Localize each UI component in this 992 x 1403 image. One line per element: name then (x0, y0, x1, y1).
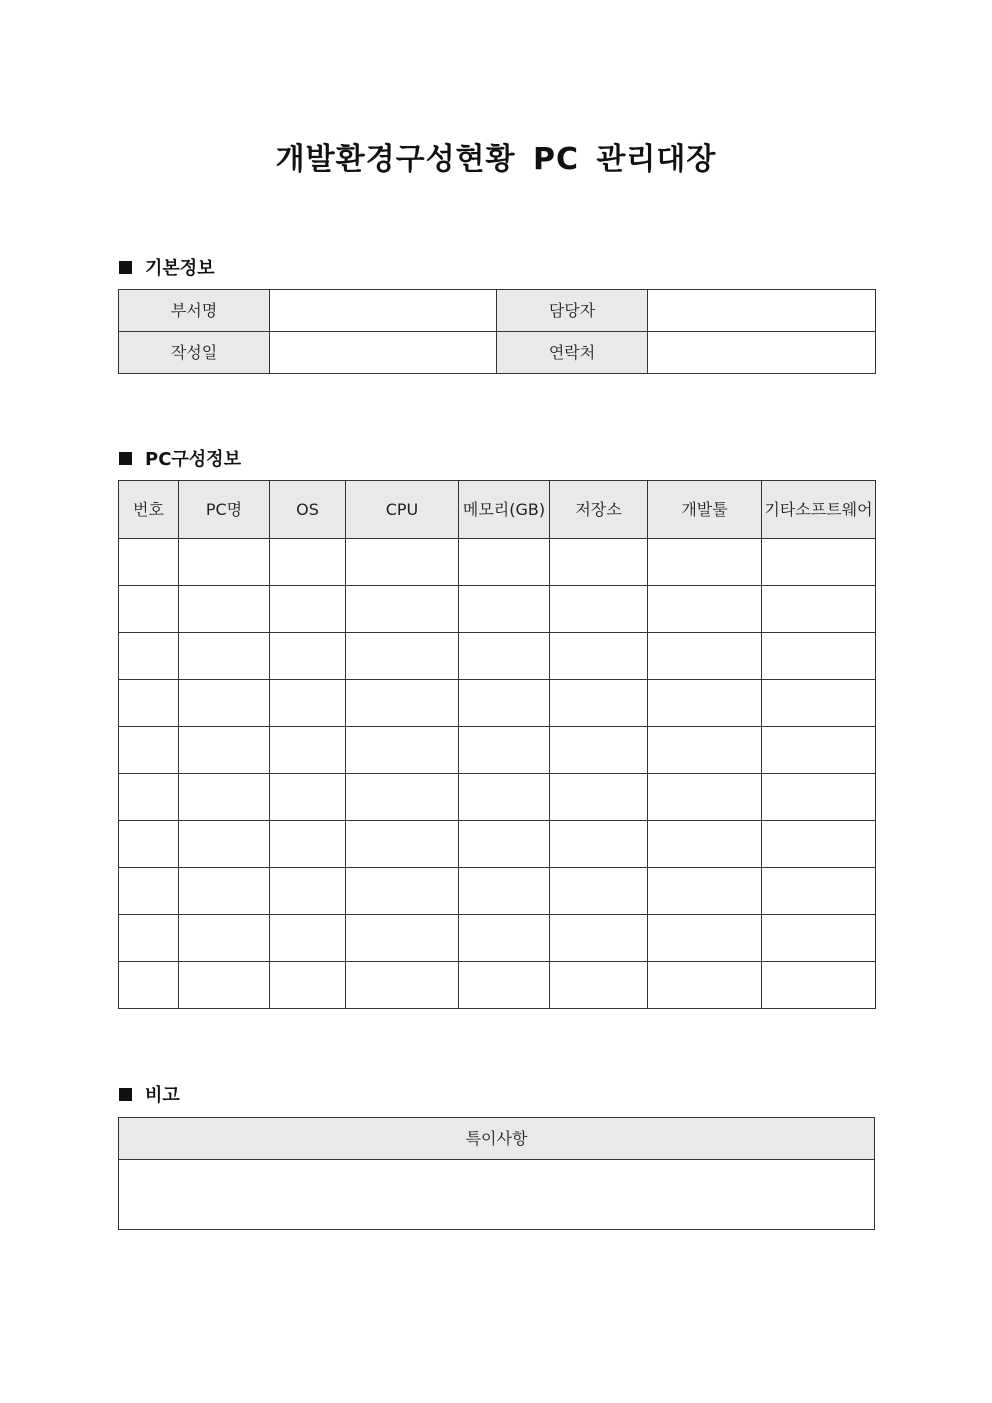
table-cell[interactable] (270, 586, 346, 633)
square-bullet-icon (119, 261, 132, 274)
table-cell[interactable] (119, 727, 179, 774)
table-cell[interactable] (550, 633, 648, 680)
table-cell[interactable] (119, 586, 179, 633)
column-header: 번호 (119, 481, 179, 539)
table-row (119, 774, 876, 821)
table-cell[interactable] (459, 680, 550, 727)
table-cell[interactable] (648, 821, 762, 868)
section-heading-label: 기본정보 (145, 258, 215, 279)
table-cell[interactable] (179, 821, 270, 868)
special-notes-field[interactable] (119, 1160, 875, 1230)
table-row (119, 633, 876, 680)
table-cell[interactable] (346, 539, 459, 586)
table-cell[interactable] (550, 821, 648, 868)
table-cell[interactable] (119, 868, 179, 915)
table-cell[interactable] (346, 680, 459, 727)
table-header-row (119, 481, 876, 539)
table-cell[interactable] (459, 821, 550, 868)
date-field[interactable] (270, 332, 497, 374)
pc-config-table (118, 480, 876, 1009)
table-row (119, 290, 876, 332)
square-bullet-icon (119, 452, 132, 465)
table-cell[interactable] (179, 868, 270, 915)
table-cell[interactable] (762, 915, 876, 962)
table-cell[interactable] (459, 539, 550, 586)
table-cell[interactable] (270, 539, 346, 586)
column-header: 저장소 (550, 481, 648, 539)
table-row (119, 680, 876, 727)
manager-field[interactable] (648, 290, 876, 332)
contact-label: 연락처 (497, 332, 648, 374)
table-cell[interactable] (550, 774, 648, 821)
table-cell[interactable] (762, 868, 876, 915)
table-cell[interactable] (119, 633, 179, 680)
table-cell[interactable] (648, 774, 762, 821)
table-cell[interactable] (346, 586, 459, 633)
table-cell[interactable] (762, 774, 876, 821)
table-row (119, 332, 876, 374)
table-cell[interactable] (179, 962, 270, 1009)
table-cell[interactable] (270, 633, 346, 680)
table-cell[interactable] (179, 633, 270, 680)
table-cell[interactable] (648, 539, 762, 586)
column-header: 개발툴 (648, 481, 762, 539)
table-cell[interactable] (648, 868, 762, 915)
column-header: 메모리(GB) (459, 481, 550, 539)
table-cell[interactable] (270, 774, 346, 821)
table-cell[interactable] (550, 868, 648, 915)
manager-label: 담당자 (497, 290, 648, 332)
table-cell[interactable] (346, 821, 459, 868)
table-cell[interactable] (762, 680, 876, 727)
column-header: PC명 (179, 481, 270, 539)
table-cell[interactable] (179, 586, 270, 633)
column-header: CPU (346, 481, 459, 539)
table-cell[interactable] (346, 727, 459, 774)
table-cell[interactable] (179, 680, 270, 727)
department-field[interactable] (270, 290, 497, 332)
table-header-row (119, 1118, 875, 1160)
section-heading-label: 비고 (145, 1085, 180, 1106)
table-cell[interactable] (459, 586, 550, 633)
date-label: 작성일 (119, 332, 270, 374)
table-cell[interactable] (550, 586, 648, 633)
section-heading-remarks (119, 1081, 180, 1107)
table-cell[interactable] (648, 586, 762, 633)
department-label: 부서명 (119, 290, 270, 332)
table-cell[interactable] (550, 539, 648, 586)
table-cell[interactable] (459, 633, 550, 680)
table-cell[interactable] (459, 915, 550, 962)
table-cell[interactable] (270, 868, 346, 915)
table-row (119, 868, 876, 915)
table-cell[interactable] (459, 868, 550, 915)
table-cell[interactable] (648, 962, 762, 1009)
page-title: 개발환경구성현황 PC 관리대장 (275, 142, 717, 177)
section-heading-basic-info (119, 254, 215, 280)
table-cell[interactable] (550, 962, 648, 1009)
table-cell[interactable] (179, 727, 270, 774)
table-cell[interactable] (648, 915, 762, 962)
table-cell[interactable] (762, 727, 876, 774)
table-cell[interactable] (119, 962, 179, 1009)
table-cell[interactable] (346, 633, 459, 680)
table-cell[interactable] (550, 727, 648, 774)
section-heading-label: PC구성정보 (145, 449, 241, 470)
table-cell[interactable] (762, 962, 876, 1009)
column-header: OS (270, 481, 346, 539)
table-cell[interactable] (762, 539, 876, 586)
special-notes-header: 특이사항 (119, 1118, 875, 1160)
table-cell[interactable] (648, 727, 762, 774)
table-cell[interactable] (119, 680, 179, 727)
table-cell[interactable] (550, 680, 648, 727)
table-cell[interactable] (762, 586, 876, 633)
table-cell[interactable] (270, 821, 346, 868)
table-cell[interactable] (119, 915, 179, 962)
column-header: 기타소프트웨어 (762, 481, 876, 539)
table-cell[interactable] (119, 539, 179, 586)
section-heading-pc-config (119, 445, 241, 471)
table-cell[interactable] (550, 915, 648, 962)
table-cell[interactable] (762, 633, 876, 680)
table-cell[interactable] (270, 915, 346, 962)
contact-field[interactable] (648, 332, 876, 374)
table-row (119, 821, 876, 868)
table-row (119, 962, 876, 1009)
table-cell[interactable] (270, 962, 346, 1009)
table-cell[interactable] (179, 915, 270, 962)
table-cell[interactable] (762, 821, 876, 868)
table-row (119, 915, 876, 962)
square-bullet-icon (119, 1088, 132, 1101)
table-cell[interactable] (346, 962, 459, 1009)
table-cell[interactable] (346, 915, 459, 962)
table-row (119, 586, 876, 633)
table-cell[interactable] (179, 774, 270, 821)
table-cell[interactable] (270, 727, 346, 774)
remarks-table (118, 1117, 875, 1230)
table-cell[interactable] (648, 633, 762, 680)
basic-info-table (118, 289, 876, 374)
table-row (119, 539, 876, 586)
table-cell[interactable] (459, 774, 550, 821)
table-cell[interactable] (119, 821, 179, 868)
table-cell[interactable] (270, 680, 346, 727)
table-row (119, 727, 876, 774)
table-cell[interactable] (648, 680, 762, 727)
table-cell[interactable] (346, 868, 459, 915)
table-cell[interactable] (346, 774, 459, 821)
table-cell[interactable] (119, 774, 179, 821)
table-cell[interactable] (179, 539, 270, 586)
table-cell[interactable] (459, 727, 550, 774)
table-row (119, 1160, 875, 1230)
table-cell[interactable] (459, 962, 550, 1009)
